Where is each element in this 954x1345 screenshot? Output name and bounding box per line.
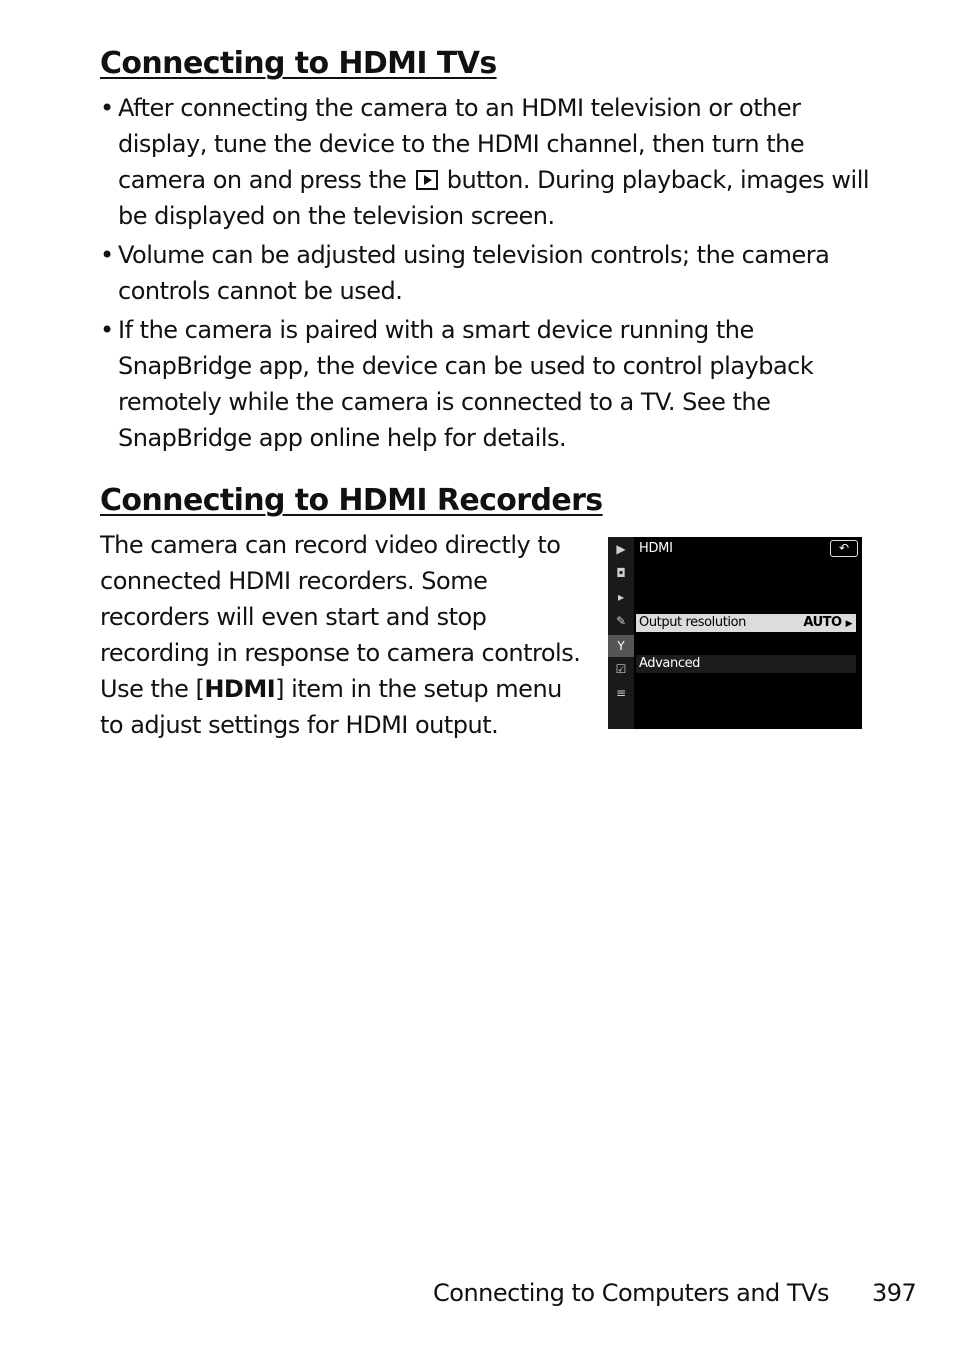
retouch-menu-icon: ☑ — [615, 662, 627, 676]
bullet-icon: • — [100, 241, 114, 269]
menu-row-output-resolution — [636, 614, 856, 632]
camera-hdmi-menu-screenshot — [608, 537, 862, 729]
menu-row-advanced — [636, 655, 856, 673]
menu-row-value: AUTO ▶ — [803, 615, 852, 630]
list-item — [100, 90, 870, 234]
menu-row-label: Output resolution — [639, 615, 747, 630]
bullet-text: If the camera is paired with a smart device running the SnapBridge app, the device can be used to control playback remotely while the camera is connected to a TV. See the SnapBridge app online help for details. — [118, 316, 814, 452]
list-item — [100, 312, 870, 456]
menu-title: HDMI — [639, 541, 673, 556]
hdmi-tv-bullet-list — [100, 90, 870, 459]
chevron-right-icon: ▶ — [845, 619, 852, 629]
playback-menu-icon: ▶ — [616, 542, 626, 556]
menu-tab-bar — [608, 537, 634, 729]
playback-button-icon — [416, 170, 438, 190]
bullet-text: After connecting the camera to an HDMI television or other display, tune the device to the HDMI channel, then turn the camera on and press the — [118, 94, 805, 194]
section-heading-hdmi-tvs: Connecting to HDMI TVs — [100, 46, 497, 81]
bullet-text: Volume can be adjusted using television controls; the camera controls cannot be used. — [118, 241, 830, 305]
bullet-icon: • — [100, 94, 114, 122]
section-heading-hdmi-recorders: Connecting to HDMI Recorders — [100, 483, 603, 518]
menu-item-name: HDMI — [204, 675, 276, 703]
setup-menu-icon: Y — [608, 635, 634, 657]
footer-chapter-title: Connecting to Computers and TVs — [433, 1279, 830, 1307]
hdmi-recorders-paragraph — [100, 527, 590, 743]
menu-row-label: Advanced — [639, 656, 701, 671]
page-number: 397 — [872, 1279, 917, 1307]
list-item — [100, 237, 870, 309]
bullet-icon: • — [100, 316, 114, 344]
my-menu-icon: ≡ — [615, 686, 627, 700]
custom-settings-icon: ✎ — [615, 614, 627, 628]
return-icon: ↶ — [830, 540, 858, 557]
photo-shooting-menu-icon: ◘ — [616, 566, 626, 580]
paragraph-text: The camera can record video directly to connected HDMI recorders. Some recorders will even start and stop recording in response to camera controls. Use the [ — [100, 531, 581, 703]
paragraph-text: ] item in the setup menu to adjust settings for HDMI output. — [100, 675, 562, 739]
movie-shooting-menu-icon: ▸ — [617, 590, 625, 604]
bullet-text: button. During playback, images will be displayed on the television screen. — [118, 166, 870, 230]
